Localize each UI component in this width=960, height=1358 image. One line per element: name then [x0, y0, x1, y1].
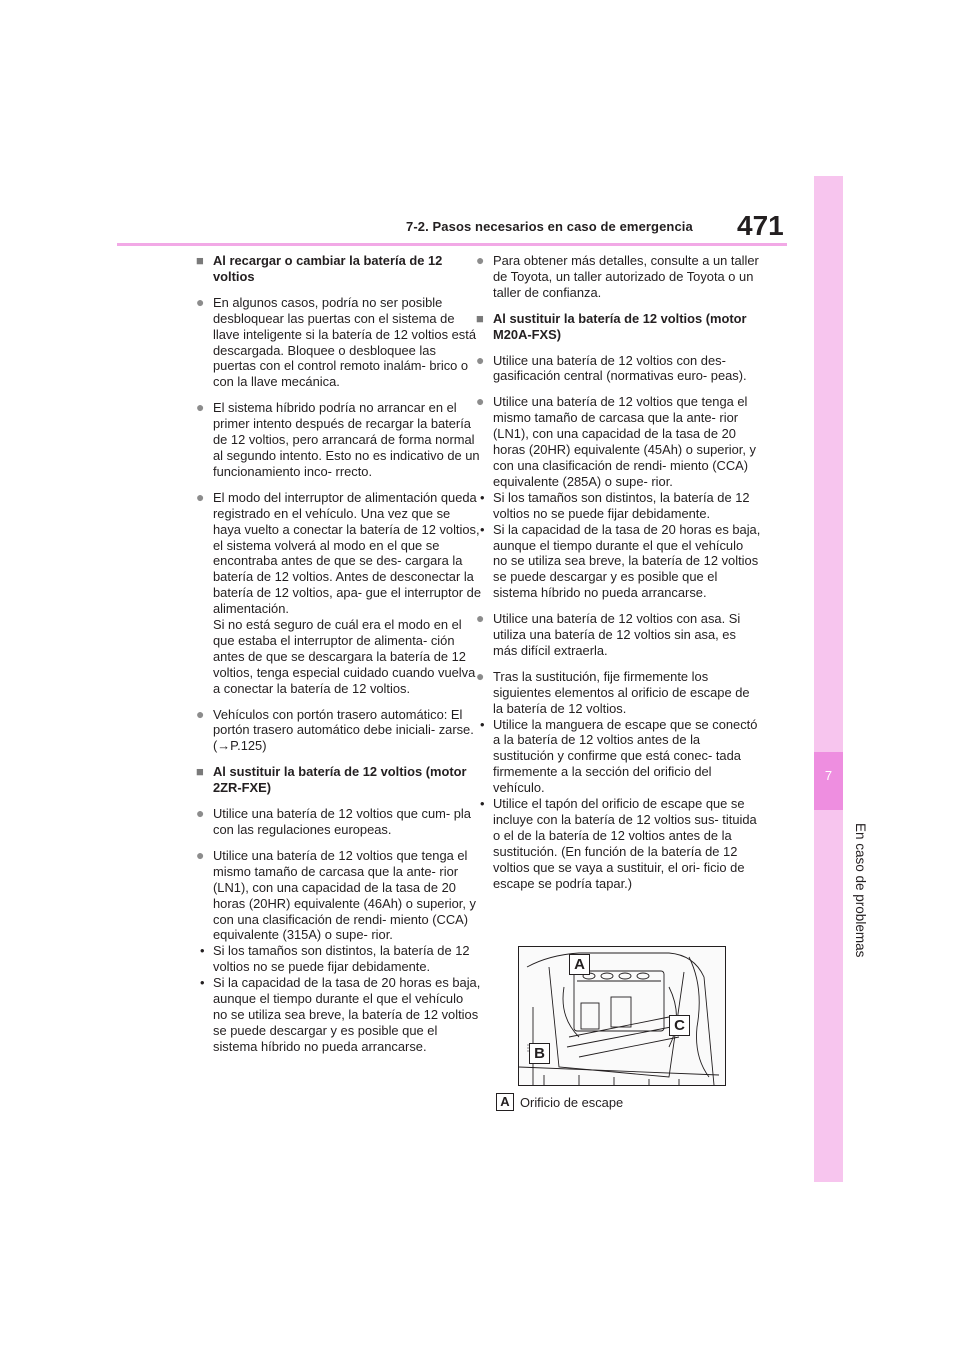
right-column	[476, 253, 761, 902]
bullet-item: ● El sistema híbrido podría no arrancar en el primer intento después de recargar la batería de 12 voltios, pero arrancará de forma normal al segundo intento. Esto no es indicativo de un funcionamiento inco- rrecto.	[196, 399, 480, 479]
page-number: 471	[737, 210, 784, 241]
heading-replace-2zr: ■ Al sustituir la batería de 12 voltios (motor 2ZR-FXE)	[196, 764, 467, 796]
square-bullet-icon: ■	[196, 253, 204, 268]
bullet-item: ● En algunos casos, podría no ser posible desbloquear las puertas con el sistema de llave inteligente si la batería de 12 voltios está descargada. Bloquee o desbloquee las puertas con el control remoto inalám- brico o con la llave mecánica.	[196, 293, 476, 390]
circle-bullet-icon: ●	[196, 293, 205, 310]
circle-bullet-icon: ●	[476, 252, 485, 268]
square-bullet-icon: ■	[476, 310, 484, 326]
sub-item: • Si la capacidad de la tasa de 20 horas es baja, aunque el tiempo durante el que el vehículo no se utiliza sea breve, la batería de 12 voltios se puede descargar y es posible que el sistema híbrido no pueda arrancarse.	[200, 975, 481, 1054]
small-bullet-icon: •	[480, 796, 485, 812]
circle-bullet-icon: ●	[476, 610, 485, 627]
circle-bullet-icon: ●	[476, 393, 485, 410]
chapter-title-vertical	[788, 820, 868, 960]
circle-bullet-icon: ●	[196, 805, 205, 822]
bullet-item: ● El modo del interruptor de alimentación queda registrado en el vehículo. Una vez que se haya vuelto a conectar la batería de 12 voltios, el sistema volverá al modo en el que se encontraba antes de que se des- cargara la batería de 12 voltios. Antes de desconectar la batería de 12 voltios, apa- gue el interruptor de alimentación. Si no está seguro de cuál era el modo en el que estaba el interruptor de alimenta- ción antes de que se descargara la batería de 12 voltios, tenga especial cuidado cuando vuelva a conectar la batería de 12 voltios.	[196, 488, 482, 696]
small-bullet-icon: •	[480, 489, 485, 505]
bullet-item: ● Utilice una batería de 12 voltios que tenga el mismo tamaño de carcasa que la ante- rior (LN1), con una capacidad de la tasa de 20 horas (20HR) equivalente (46Ah) o superior, y con una clasificación de rendi- miento (CCA) equivalente (315A) o supe- rior.	[196, 846, 476, 943]
label-b: B	[529, 1043, 550, 1064]
label-a: A	[569, 954, 590, 975]
label-c: C	[669, 1015, 690, 1036]
small-bullet-icon: •	[200, 975, 205, 991]
chapter-title: En caso de problemas	[853, 822, 868, 958]
left-column	[196, 253, 481, 1065]
sub-item: • Si los tamaños son distintos, la batería de 12 voltios no se puede fijar debidamente.	[480, 489, 750, 521]
sub-list	[196, 943, 481, 1054]
bullet-item: ● Para obtener más detalles, consulte a un taller de Toyota, un taller autorizado de Toyota o un taller de confianza.	[476, 252, 759, 300]
square-bullet-icon: ■	[196, 764, 204, 780]
small-bullet-icon: •	[480, 716, 485, 732]
sub-list	[476, 490, 761, 601]
caption-label-a: A	[496, 1093, 514, 1111]
heading-recharge: ■ Al recargar o cambiar la batería de 12 voltios	[196, 253, 443, 284]
battery-illustration	[518, 946, 726, 1086]
figure-caption	[496, 1093, 623, 1111]
bullet-item: ● Utilice una batería de 12 voltios que cum- pla con las regulaciones europeas.	[196, 805, 471, 837]
header-divider	[117, 243, 787, 246]
caption-text: Orificio de escape	[520, 1094, 624, 1110]
sub-item: • Utilice el tapón del orificio de escape que se incluye con la batería de 12 voltios sus- tituida o el de la batería de 12 voltios antes de la sustitución. (En función de la batería de 12 voltios que se vaya a sustituir, el ori- ficio de escape se podría tapar.)	[480, 796, 757, 891]
circle-bullet-icon: ●	[476, 351, 485, 368]
battery-drawing	[519, 947, 725, 1085]
small-bullet-icon: •	[480, 521, 485, 537]
circle-bullet-icon: ●	[196, 488, 205, 505]
sub-item: • Utilice la manguera de escape que se conectó a la batería de 12 voltios antes de la sustitución y confirme que está conec- tada firmemente a la sección del orificio del vehículo.	[480, 716, 758, 796]
bullet-item: ● Utilice una batería de 12 voltios que tenga el mismo tamaño de carcasa que la ante- rior (LN1), con una capacidad de la tasa de 20 horas (20HR) equivalente (45Ah) o superior, y con una clasificación de rendi- miento (CCA) equivalente (285A) o supe- rior.	[476, 393, 756, 489]
chapter-side-band	[814, 176, 843, 1182]
bullet-item: ● Vehículos con portón trasero automático: El portón trasero automático debe iniciali- zarse. (→P.125)	[196, 705, 474, 754]
sub-item: • Si la capacidad de la tasa de 20 horas es baja, aunque el tiempo durante el que el vehículo no se utiliza sea breve, la batería de 12 voltios se puede descargar y es posible que el sistema híbrido no pueda arrancarse.	[480, 521, 761, 601]
section-title: 7-2. Pasos necesarios en caso de emergencia	[406, 219, 693, 234]
circle-bullet-icon: ●	[476, 667, 485, 684]
heading-replace-m20a: ■ Al sustituir la batería de 12 voltios (motor M20A-FXS)	[476, 310, 747, 342]
chapter-number: 7	[824, 768, 833, 783]
bullet-item: ● Tras la sustitución, fije firmemente los siguientes elementos al orificio de escape de la batería de 12 voltios.	[476, 667, 750, 716]
circle-bullet-icon: ●	[196, 399, 205, 416]
bullet-item: ● Utilice una batería de 12 voltios con des- gasificación central (normativas euro- peas).	[476, 351, 747, 384]
bullet-item: ● Utilice una batería de 12 voltios con asa. Si utiliza una batería de 12 voltios sin asa, es más difícil extraerla.	[476, 610, 741, 658]
sub-item: • Si los tamaños son distintos, la batería de 12 voltios no se puede fijar debidamente.	[200, 943, 470, 975]
sub-list	[476, 717, 761, 892]
small-bullet-icon: •	[200, 943, 205, 959]
circle-bullet-icon: ●	[196, 846, 205, 863]
circle-bullet-icon: ●	[196, 705, 205, 722]
